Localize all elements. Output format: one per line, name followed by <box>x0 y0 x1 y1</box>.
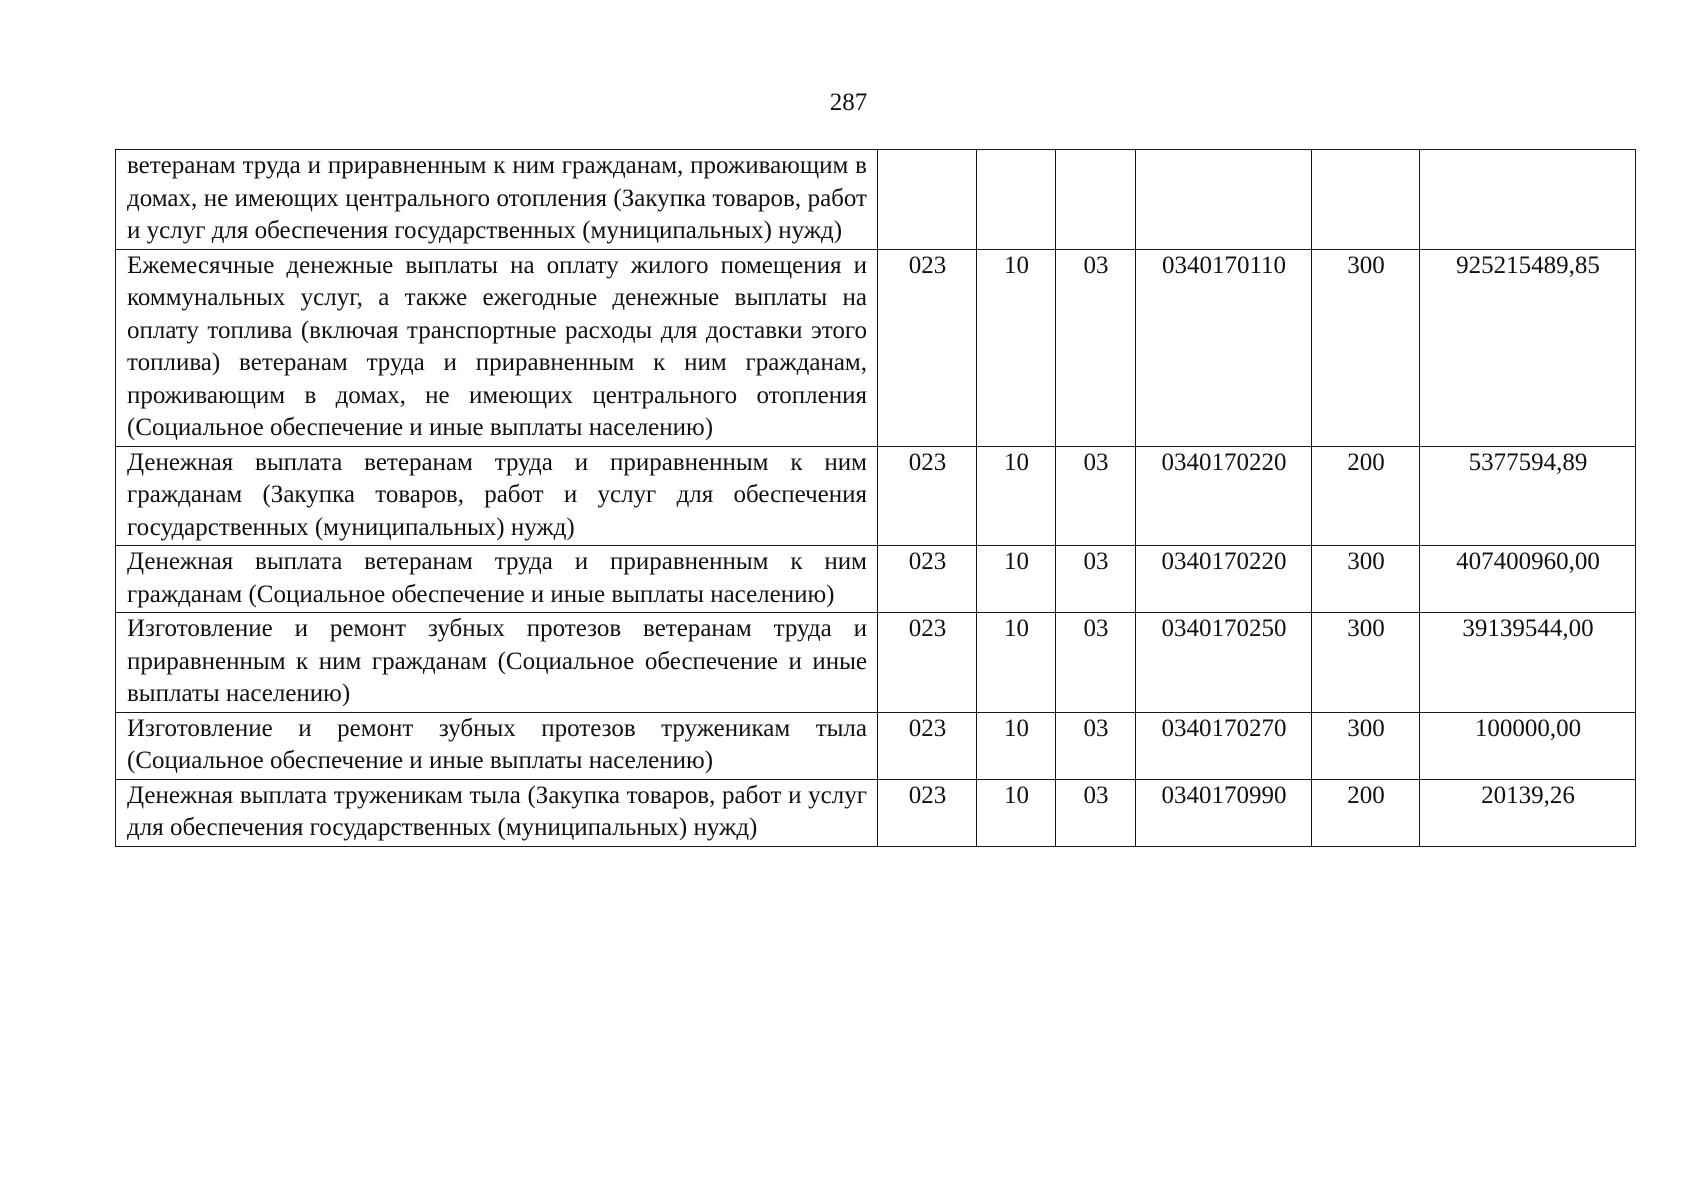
subsection-code-cell <box>1056 150 1136 250</box>
section-code-cell: 10 <box>977 613 1056 713</box>
section-code-cell: 10 <box>977 779 1056 846</box>
page-number: 287 <box>829 89 868 116</box>
table-row <box>116 613 1636 713</box>
subsection-code-cell: 03 <box>1056 546 1136 613</box>
row-description: Денежная выплата ветеранам труда и приравненным к ним гражданам (Закупка товаров, работ и услуг для обеспечения государственных (муниципальных) нужд) <box>116 446 878 546</box>
ministry-code-cell: 023 <box>878 712 977 779</box>
target-article-cell: 0340170220 <box>1136 546 1312 613</box>
amount-cell: 20139,26 <box>1420 779 1636 846</box>
expense-type-cell: 300 <box>1312 712 1420 779</box>
amount-cell <box>1420 150 1636 250</box>
row-description: Ежемесячные денежные выплаты на оплату жилого помещения и коммунальных услуг, а также ежегодные денежные выплаты на оплату топлива (включая транспортные расходы для доставки этого топлива) ветеранам труда и приравненным к ним гражданам, проживающим в домах, не имеющих центрального отопления (Социальное обеспечение и иные выплаты населению) <box>116 249 878 446</box>
section-code-cell: 10 <box>977 546 1056 613</box>
amount-cell: 925215489,85 <box>1420 249 1636 446</box>
target-article-cell: 0340170990 <box>1136 779 1312 846</box>
amount-cell: 5377594,89 <box>1420 446 1636 546</box>
ministry-code-cell <box>878 150 977 250</box>
table-row <box>116 712 1636 779</box>
target-article-cell: 0340170250 <box>1136 613 1312 713</box>
table-row <box>116 446 1636 546</box>
budget-table <box>115 149 1636 847</box>
row-description: Денежная выплата труженикам тыла (Закупка товаров, работ и услуг для обеспечения государственных (муниципальных) нужд) <box>116 779 878 846</box>
subsection-code-cell: 03 <box>1056 613 1136 713</box>
amount-cell: 39139544,00 <box>1420 613 1636 713</box>
section-code-cell: 10 <box>977 446 1056 546</box>
expense-type-cell: 200 <box>1312 446 1420 546</box>
ministry-code-cell: 023 <box>878 613 977 713</box>
ministry-code-cell: 023 <box>878 779 977 846</box>
table-row <box>116 779 1636 846</box>
row-description: Изготовление и ремонт зубных протезов труженикам тыла (Социальное обеспечение и иные выплаты населению) <box>116 712 878 779</box>
section-code-cell: 10 <box>977 249 1056 446</box>
ministry-code-cell: 023 <box>878 446 977 546</box>
row-description: Денежная выплата ветеранам труда и приравненным к ним гражданам (Социальное обеспечение и иные выплаты населению) <box>116 546 878 613</box>
table-row <box>116 150 1636 250</box>
subsection-code-cell: 03 <box>1056 712 1136 779</box>
expense-type-cell: 300 <box>1312 249 1420 446</box>
subsection-code-cell: 03 <box>1056 249 1136 446</box>
section-code-cell: 10 <box>977 712 1056 779</box>
expense-type-cell <box>1312 150 1420 250</box>
table-row <box>116 546 1636 613</box>
ministry-code-cell: 023 <box>878 546 977 613</box>
expense-type-cell: 200 <box>1312 779 1420 846</box>
budget-table-body <box>116 150 1636 847</box>
subsection-code-cell: 03 <box>1056 446 1136 546</box>
ministry-code-cell: 023 <box>878 249 977 446</box>
expense-type-cell: 300 <box>1312 546 1420 613</box>
row-description: Изготовление и ремонт зубных протезов ветеранам труда и приравненным к ним гражданам (Социальное обеспечение и иные выплаты населению) <box>116 613 878 713</box>
target-article-cell: 0340170220 <box>1136 446 1312 546</box>
expense-type-cell: 300 <box>1312 613 1420 713</box>
subsection-code-cell: 03 <box>1056 779 1136 846</box>
target-article-cell: 0340170110 <box>1136 249 1312 446</box>
amount-cell: 407400960,00 <box>1420 546 1636 613</box>
row-description: ветеранам труда и приравненным к ним гражданам, проживающим в домах, не имеющих центрального отопления (Закупка товаров, работ и услуг для обеспечения государственных (муниципальных) нужд) <box>116 150 878 250</box>
section-code-cell <box>977 150 1056 250</box>
target-article-cell <box>1136 150 1312 250</box>
amount-cell: 100000,00 <box>1420 712 1636 779</box>
table-row <box>116 249 1636 446</box>
target-article-cell: 0340170270 <box>1136 712 1312 779</box>
